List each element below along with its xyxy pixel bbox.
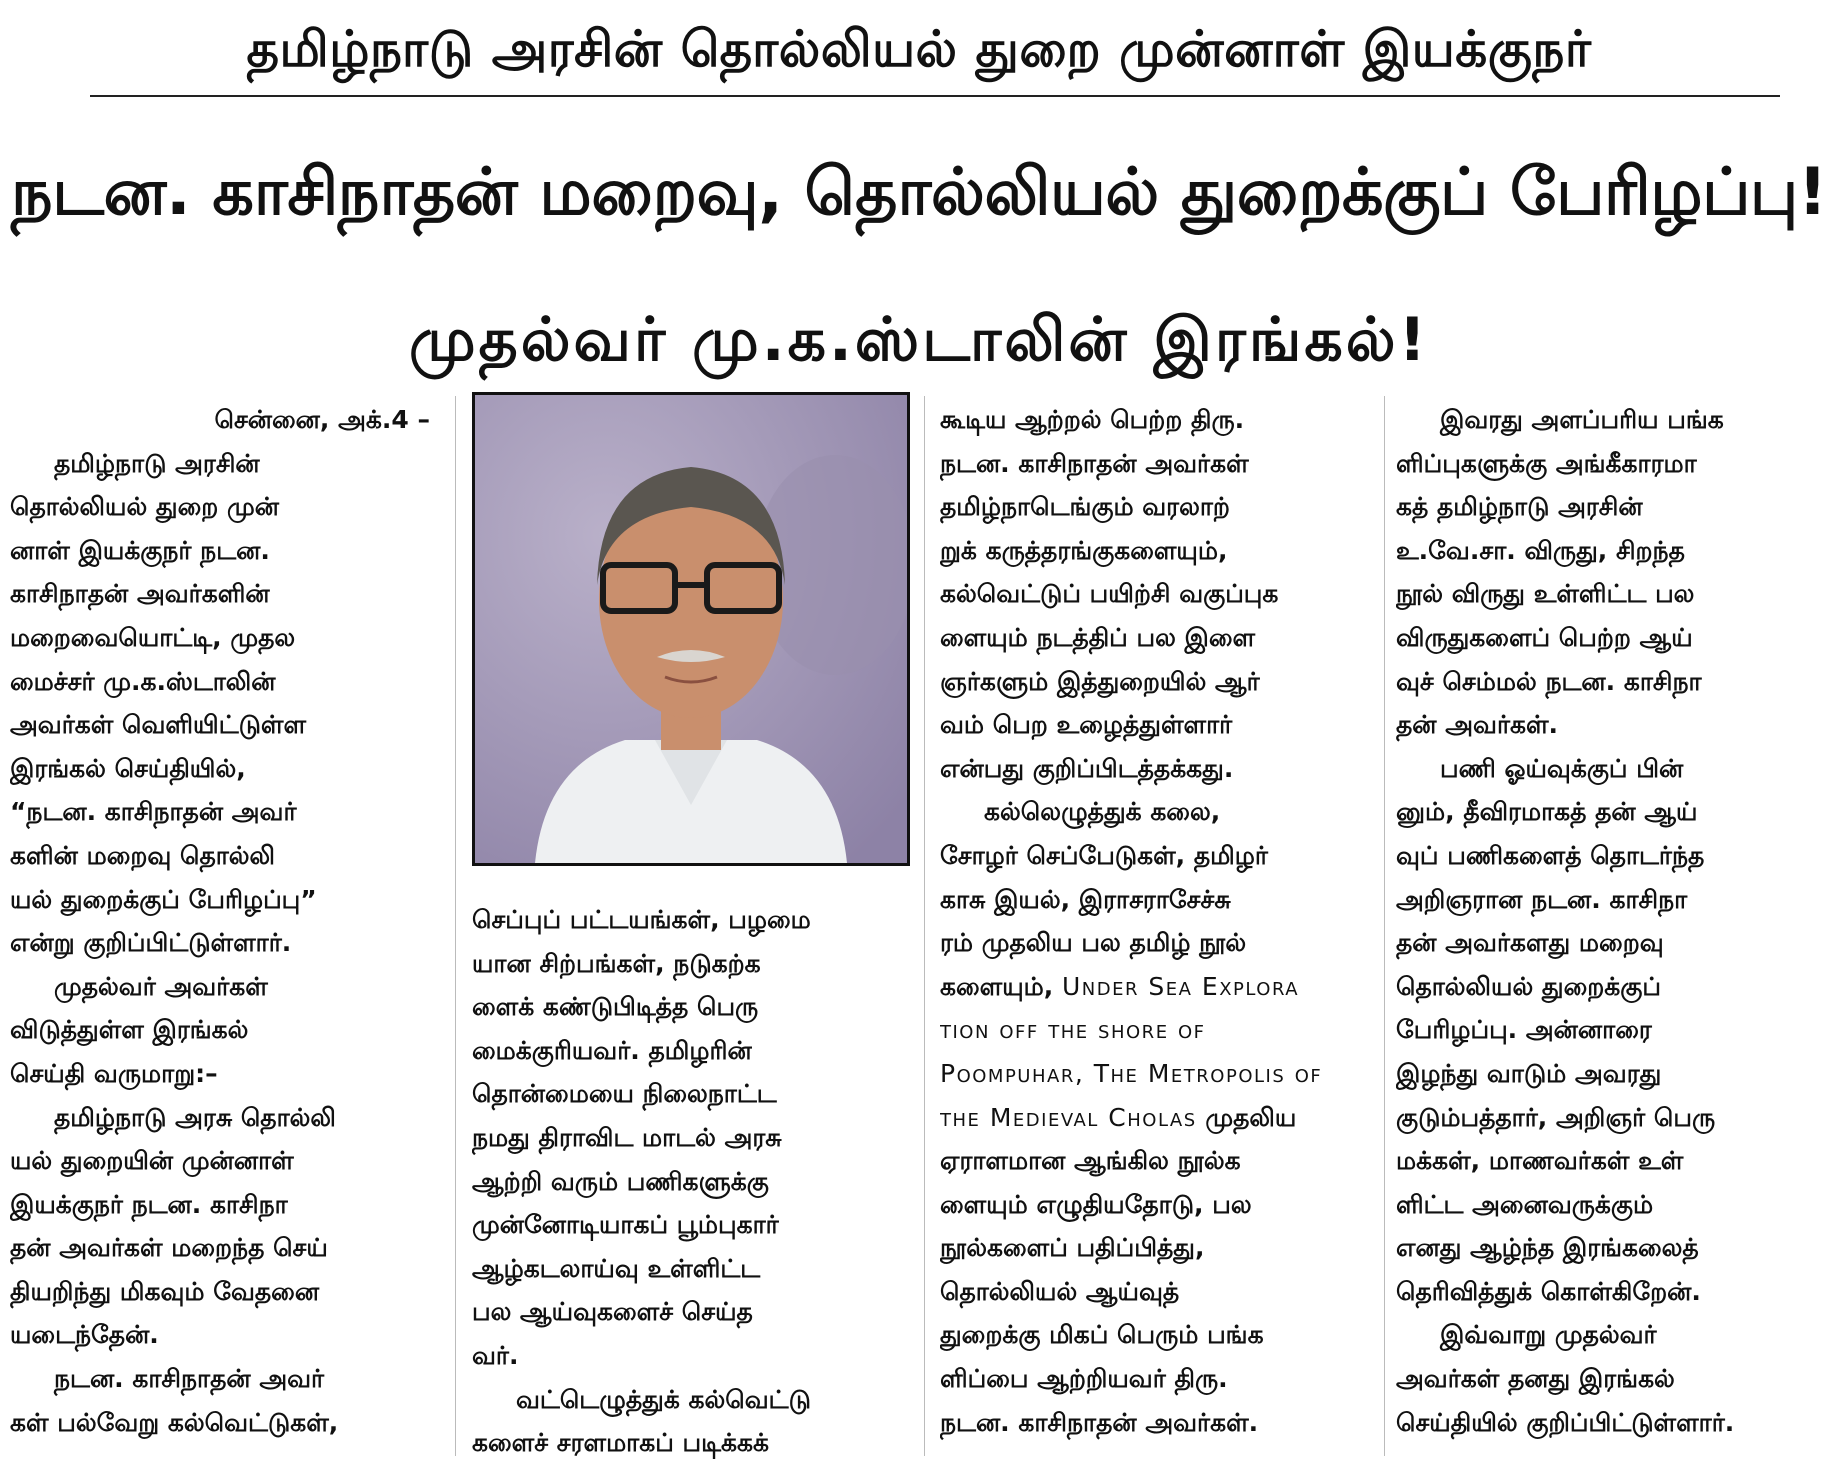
article-line: இவரது அளப்பரிய பங்க <box>1440 405 1724 434</box>
english-book-title: Under Sea Explora <box>1061 971 1300 1001</box>
article-line: செய்தி வருமாறு:– <box>10 1058 218 1088</box>
article-line: நமது திராவிட மாடல் அரசு <box>472 1122 782 1152</box>
article-line: நூல்களைப் பதிப்பித்து, <box>940 1233 1205 1263</box>
article-line: ரம் முதலிய பல தமிழ் நூல் <box>940 928 1247 958</box>
article-line: ளையும் நடத்திப் பல இளை <box>940 622 1256 652</box>
article-line: ளிப்பை ஆற்றியவர் திரு. <box>940 1364 1228 1394</box>
article-line: தன் அவர்களது மறைவு <box>1396 928 1664 958</box>
article-line: மறைவையொட்டி, முதல <box>10 622 296 652</box>
article-line: குடும்பத்தார், அறிஞர் பெரு <box>1396 1102 1716 1132</box>
article-line: தெரிவித்துக் கொள்கிறேன். <box>1396 1276 1701 1306</box>
article-line: ளிட்ட அனைவருக்கும் <box>1396 1189 1654 1219</box>
article-line: கல்லெழுத்துக் கலை, <box>984 797 1221 827</box>
portrait-illustration <box>475 395 907 863</box>
column-divider <box>1384 396 1385 1456</box>
article-line: தொல்லியல் துறைக்குப் <box>1396 971 1661 1001</box>
article-line: காசு இயல், இராசராசேச்சு <box>940 884 1231 914</box>
article-line: ளையும் எழுதியதோடு, பல <box>940 1189 1252 1219</box>
article-text: முதலிய <box>1196 1102 1297 1132</box>
article-line: மக்கள், மாணவர்கள் உள் <box>1396 1146 1684 1176</box>
article-line: செய்தியில் குறிப்பிட்டுள்ளார். <box>1396 1407 1735 1437</box>
article-line: யடைந்தேன். <box>10 1320 159 1350</box>
article-line: மைச்சர் மு.க.ஸ்டாலின் <box>10 666 276 696</box>
article-column-3 <box>940 398 1370 1444</box>
article-line: ஏராளமான ஆங்கில நூல்க <box>940 1146 1241 1176</box>
article-line: விடுத்துள்ள இரங்கல் <box>10 1015 249 1045</box>
article-line: ளிப்புகளுக்கு அங்கீகாரமா <box>1396 448 1697 478</box>
article-line: வம் பெற உழைத்துள்ளார் <box>940 710 1233 740</box>
article-line: தியறிந்து மிகவும் வேதனை <box>10 1276 320 1306</box>
article-line: துறைக்கு மிகப் பெரும் பங்க <box>940 1320 1264 1350</box>
article-line: செப்புப் பட்டயங்கள், பழமை <box>472 905 811 934</box>
article-line: ஆழ்கடலாய்வு உள்ளிட்ட <box>472 1253 761 1283</box>
article-line: பணி ஓய்வுக்குப் பின் <box>1440 753 1684 783</box>
article-line: வுப் பணிகளைத் தொடர்ந்த <box>1396 840 1705 870</box>
article-line: தன் அவர்கள். <box>1396 710 1559 740</box>
article-line: என்பது குறிப்பிடத்தக்கது. <box>940 753 1234 783</box>
article-line: முன்னோடியாகப் பூம்புகார் <box>472 1210 779 1240</box>
portrait-photo <box>472 392 910 866</box>
article-line: யான சிற்பங்கள், நடுகற்க <box>472 948 761 978</box>
article-column-2 <box>472 898 910 1465</box>
article-line: காசிநாதன் அவர்களின் <box>10 579 270 609</box>
article-line: வர். <box>472 1340 519 1370</box>
article-line: றுக் கருத்தரங்குகளையும், <box>940 535 1228 565</box>
article-line: உ.வே.சா. விருது, சிறந்த <box>1396 535 1685 565</box>
article-line: கத் தமிழ்நாடு அரசின் <box>1396 492 1643 522</box>
article-line: அவர்கள் வெளியிட்டுள்ள <box>10 710 307 740</box>
article-column-4 <box>1396 398 1830 1444</box>
article-line: என்று குறிப்பிட்டுள்ளார். <box>10 928 292 958</box>
article-line: கூடிய ஆற்றல் பெற்ற திரு. <box>940 405 1245 434</box>
article-line: தன் அவர்கள் மறைந்த செய் <box>10 1233 328 1263</box>
article-line: இவ்வாறு முதல்வர் <box>1440 1320 1657 1350</box>
article-line: களின் மறைவு தொல்லி <box>10 840 276 870</box>
article-line: ஆற்றி வரும் பணிகளுக்கு <box>472 1166 769 1196</box>
article-line: பேரிழப்பு. அன்னாரை <box>1396 1015 1652 1045</box>
article-line <box>940 965 1370 1009</box>
article-line <box>940 1096 1370 1140</box>
article-line: இரங்கல் செய்தியில், <box>10 753 246 783</box>
kicker-headline: தமிழ்நாடு அரசின் தொல்லியல் துறை முன்னாள் இயக்குநர் <box>246 20 1592 78</box>
article-line: நடன. காசிநாதன் அவர்கள் <box>940 448 1249 478</box>
english-book-title: tion off the shore of <box>940 1015 1206 1045</box>
english-book-title: Poompuhar, The Metropolis of <box>940 1058 1323 1088</box>
article-line: யல் துறைக்குப் பேரிழப்பு” <box>10 884 317 914</box>
article-line: இயக்குநர் நடன. காசிநா <box>10 1189 288 1219</box>
article-line: வுச் செம்மல் நடன. காசிநா <box>1396 666 1702 696</box>
article-line: தொல்லியல் ஆய்வுத் <box>940 1276 1180 1306</box>
article-line: தொன்மையை நிலைநாட்ட <box>472 1079 777 1109</box>
dateline: சென்னை, அக்.4 – <box>214 405 430 434</box>
column-divider <box>455 396 456 1456</box>
article-line: களைச் சரளமாகப் படிக்கக் <box>472 1428 770 1458</box>
article-line: முதல்வர் அவர்கள் <box>54 971 268 1001</box>
article-line: சோழர் செப்பேடுகள், தமிழர் <box>940 840 1268 870</box>
main-headline: நடன. காசிநாதன் மறைவு, தொல்லியல் துறைக்குப் பேரிழப்பு! <box>11 155 1827 230</box>
sub-headline: முதல்வர் மு.க.ஸ்டாலின் இரங்கல்! <box>409 305 1429 375</box>
article-line: பல ஆய்வுகளைச் செய்த <box>472 1297 753 1327</box>
article-line: நூல் விருது உள்ளிட்ட பல <box>1396 579 1695 609</box>
kicker-underline <box>90 95 1780 97</box>
article-line: நடன. காசிநாதன் அவர்கள். <box>940 1407 1259 1437</box>
article-text: களையும், <box>940 971 1062 1001</box>
article-line: எனது ஆழ்ந்த இரங்கலைத் <box>1396 1233 1699 1263</box>
article-line: கல்வெட்டுப் பயிற்சி வகுப்புக <box>940 579 1279 609</box>
article-column-1 <box>10 398 430 1444</box>
article-line: கள் பல்வேறு கல்வெட்டுகள், <box>10 1407 339 1437</box>
article-line: தொல்லியல் துறை முன் <box>10 492 279 522</box>
article-line: யல் துறையின் முன்னாள் <box>10 1146 294 1176</box>
article-line: “நடன. காசிநாதன் அவர் <box>10 797 297 827</box>
english-book-title: the Medieval Cholas <box>940 1102 1197 1132</box>
article-line: னாள் இயக்குநர் நடன. <box>10 535 270 565</box>
article-line: அவர்கள் தனது இரங்கல் <box>1396 1364 1675 1394</box>
article-line: தமிழ்நாடு அரசின் <box>54 448 260 478</box>
article-line: விருதுகளைப் பெற்ற ஆய் <box>1396 622 1693 652</box>
article-line: நடன. காசிநாதன் அவர் <box>54 1364 325 1394</box>
article-line: தமிழ்நாடு அரசு தொல்லி <box>54 1102 336 1132</box>
article-line: அறிஞரான நடன. காசிநா <box>1396 884 1688 914</box>
article-line: இழந்து வாடும் அவரது <box>1396 1058 1662 1088</box>
article-line: னும், தீவிரமாகத் தன் ஆய் <box>1396 797 1698 827</box>
article-line: மைக்குரியவர். தமிழரின் <box>472 1035 752 1065</box>
column-divider <box>924 396 925 1456</box>
article-line: ளைக் கண்டுபிடித்த பெரு <box>472 992 759 1022</box>
article-line: வட்டெழுத்துக் கல்வெட்டு <box>516 1384 811 1414</box>
article-line: ஞர்களும் இத்துறையில் ஆர் <box>940 666 1260 696</box>
article-line: தமிழ்நாடெங்கும் வரலாற் <box>940 492 1230 522</box>
